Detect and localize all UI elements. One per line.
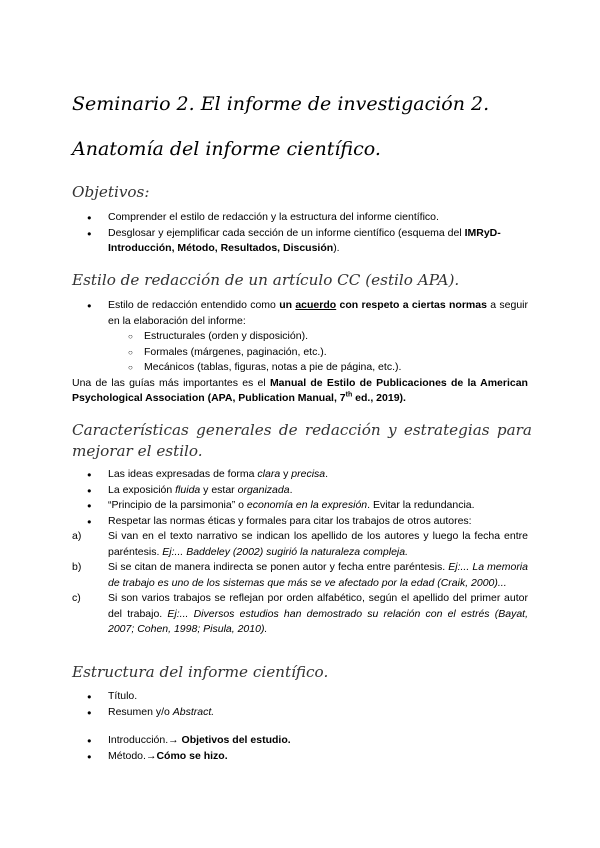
heading-estructura: Estructura del informe científico.	[72, 663, 329, 681]
list-item: a) Si van en el texto narrativo se indican los apellido de los autores y luego la fecha entre paréntesis. Ej:... Baddeley (2002) sugirió la naturaleza compleja.	[72, 530, 528, 558]
list-item: ● Comprender el estilo de redacción y la estructura del informe científico.	[72, 210, 528, 226]
estilo-section	[72, 298, 528, 407]
heading-caracteristicas: Características generales de redacción y estrategias para mejorar el estilo.	[72, 421, 532, 460]
list-item: ● Título.	[72, 689, 528, 705]
list-item: ● Introducción.→ Objetivos del estudio.	[72, 733, 528, 749]
sub-list-item: ○ Formales (márgenes, paginación, etc.).	[72, 345, 528, 361]
list-item: ● Respetar las normas éticas y formales para citar los trabajos de otros autores:	[72, 514, 528, 530]
estructura-list-2	[72, 733, 528, 764]
heading-objetivos: Objetivos:	[72, 183, 150, 201]
estructura-list-1	[72, 689, 528, 720]
page-title-line2: Anatomía del informe científico.	[72, 138, 381, 160]
list-item: ● “Principio de la parsimonia” o economía en la expresión. Evitar la redundancia.	[72, 498, 528, 514]
heading-estilo: Estilo de redacción de un artículo CC (estilo APA).	[72, 271, 460, 289]
list-item: c) Si son varios trabajos se reflejan por orden alfabético, según el apellido del primer autor del trabajo. Ej:... Diversos estudios han demostrado su relación con el estrés (Bayat, 2007; Cohen, 1998; Pisula, 2010).	[72, 592, 528, 635]
list-item: b) Si se citan de manera indirecta se ponen autor y fecha entre paréntesis. Ej:... La memoria de trabajo es uno de los sistemas que más se ve afectado por la edad (Craik, 2000)...	[72, 561, 528, 589]
objetivos-list	[72, 210, 528, 257]
list-item: ● Las ideas expresadas de forma clara y precisa.	[72, 467, 528, 483]
sub-list-item: ○ Mecánicos (tablas, figuras, notas a pie de página, etc.).	[72, 360, 528, 376]
list-marker: c)	[72, 592, 81, 604]
sub-list-item: ○ Estructurales (orden y disposición).	[72, 329, 528, 345]
list-marker: a)	[72, 530, 82, 542]
list-item: ● Estilo de redacción entendido como un acuerdo con respeto a ciertas normas a seguir en la elaboración del informe:	[72, 298, 528, 329]
list-item: ● La exposición fluida y estar organizada.	[72, 483, 528, 499]
list-marker: b)	[72, 561, 82, 573]
list-item: ● Resumen y/o Abstract.	[72, 705, 528, 721]
caracteristicas-section	[72, 467, 528, 638]
list-item: ● Desglosar y ejemplificar cada sección de un informe científico (esquema del IMRyD- Introducción, Método, Resultados, Discusión).	[72, 226, 528, 257]
apa-paragraph: Una de las guías más importantes es el Manual de Estilo de Publicaciones de la American Psychological Association (APA, Publication Manual, 7th ed., 2019).	[72, 376, 528, 404]
list-item: ● Método.→Cómo se hizo.	[72, 749, 528, 765]
page-title-line1: Seminario 2. El informe de investigación 2.	[72, 93, 490, 115]
